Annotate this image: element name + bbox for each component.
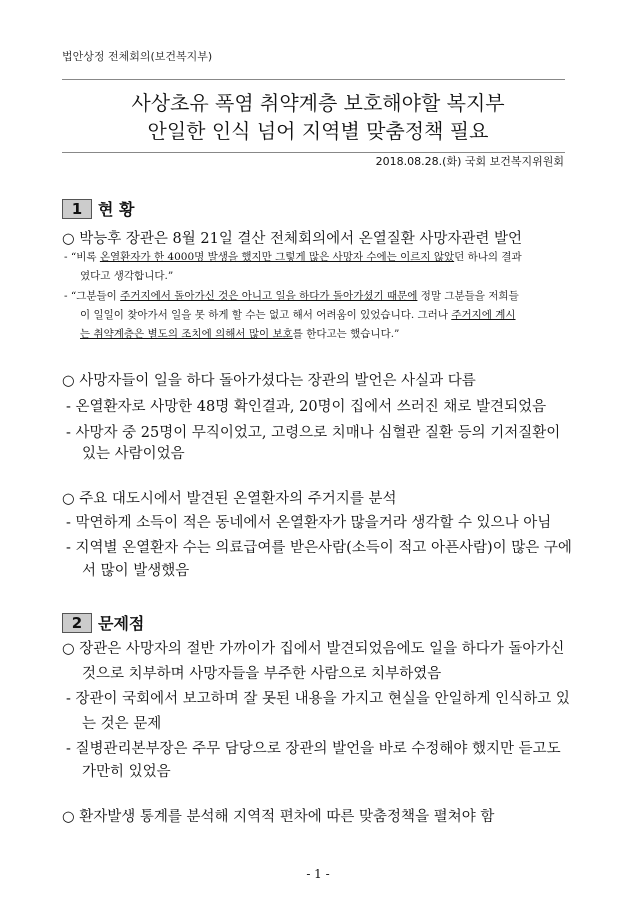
divider xyxy=(62,79,565,80)
dash-item: - 사망자 중 25명이 무직이었고, 고령으로 치매나 심혈관 질환 등의 기저질환이 xyxy=(66,425,561,441)
section-1-heading xyxy=(62,197,134,220)
quote-underline: 온열환자가 한 4000명 발생을 했지만 그렇게 많은 사망자 수에는 이르지 않았 xyxy=(99,251,455,263)
quote-2 xyxy=(64,291,519,302)
quote-underline: 는 취약계층은 별도의 조치에 의해서 많이 보호 xyxy=(80,328,293,340)
section-2-heading xyxy=(62,611,144,634)
quote-text: 를 한다고는 했습니다.” xyxy=(292,328,400,340)
dash-item-cont: 가만히 있었음 xyxy=(82,764,171,780)
quote-text: 이 일일이 찾아가서 일을 못 하게 할 수는 없고 해서 어려움이 있었습니다. 그러나 xyxy=(80,309,452,321)
document-header: 법안상정 전체회의(보건복지부) xyxy=(62,50,213,63)
quote-1 xyxy=(64,252,522,263)
page-number: - 1 - xyxy=(306,867,330,881)
dash-item: - 장관이 국회에서 보고하며 잘 못된 내용을 가지고 현실을 안일하게 인식하고 있 xyxy=(66,691,570,707)
bullet: ○ 환자발생 통계를 분석해 지역적 편차에 따른 맞춤정책을 펼쳐야 함 xyxy=(62,809,495,825)
bullet: ○ 박능후 장관은 8월 21일 결산 전체회의에서 온열질환 사망자관련 발언 xyxy=(62,231,522,247)
quote-text: - “비록 xyxy=(64,251,100,263)
section-title: 현 황 xyxy=(98,200,135,219)
dash-item: - 온열환자로 사망한 48명 확인결과, 20명이 집에서 쓰러진 채로 발견되었음 xyxy=(66,399,547,415)
date-committee: 2018.08.28.(화) 국회 보건복지위원회 xyxy=(375,155,564,168)
bullet: ○ 장관은 사망자의 절반 가까이가 집에서 발견되었음에도 일을 하다가 돌아가신 xyxy=(62,641,565,657)
divider xyxy=(62,152,565,153)
title-line-2: 안일한 인식 넘어 지역별 맞춤정책 필요 xyxy=(147,119,489,143)
quote-text: - “그분들이 xyxy=(64,290,121,302)
title-line-1: 사상초유 폭염 취약계층 보호해야할 복지부 xyxy=(131,91,505,115)
quote-2-cont xyxy=(80,329,399,340)
bullet: ○ 사망자들이 일을 하다 돌아가셨다는 장관의 발언은 사실과 다름 xyxy=(62,373,476,389)
dash-item-cont: 는 것은 문제 xyxy=(82,716,162,732)
section-title: 문제점 xyxy=(98,614,145,633)
bullet: ○ 주요 대도시에서 발견된 온열환자의 주거지를 분석 xyxy=(62,491,397,507)
quote-underline: 주거지에 계시 xyxy=(451,309,516,321)
dash-item: - 막연하게 소득이 적은 동네에서 온열환자가 많을거라 생각할 수 있으나 아님 xyxy=(66,515,552,531)
quote-1-cont: 였다고 생각합니다.” xyxy=(80,270,174,282)
dash-item-cont: 있는 사람이었음 xyxy=(82,446,185,462)
quote-underline: 주거지에서 돌아가신 것은 아니고 일을 하다가 돌아가셨기 때문에 xyxy=(120,290,418,302)
dash-item-cont: 서 많이 발생했음 xyxy=(82,563,190,579)
section-number: 2 xyxy=(62,613,92,633)
quote-text: 던 하나의 결과 xyxy=(454,251,522,263)
bullet-cont: 것으로 치부하며 사망자들을 부주한 사람으로 치부하였음 xyxy=(82,666,442,682)
dash-item: - 질병관리본부장은 주무 담당으로 장관의 발언을 바로 수정해야 했지만 듣고도 xyxy=(66,741,561,757)
quote-text: 정말 그분들을 저희들 xyxy=(417,290,519,302)
section-number: 1 xyxy=(62,199,92,219)
dash-item: - 지역별 온열환자 수는 의료급여를 받은사람(소득이 적고 아픈사람)이 많은 구에 xyxy=(66,540,572,556)
quote-2-cont xyxy=(80,310,516,321)
